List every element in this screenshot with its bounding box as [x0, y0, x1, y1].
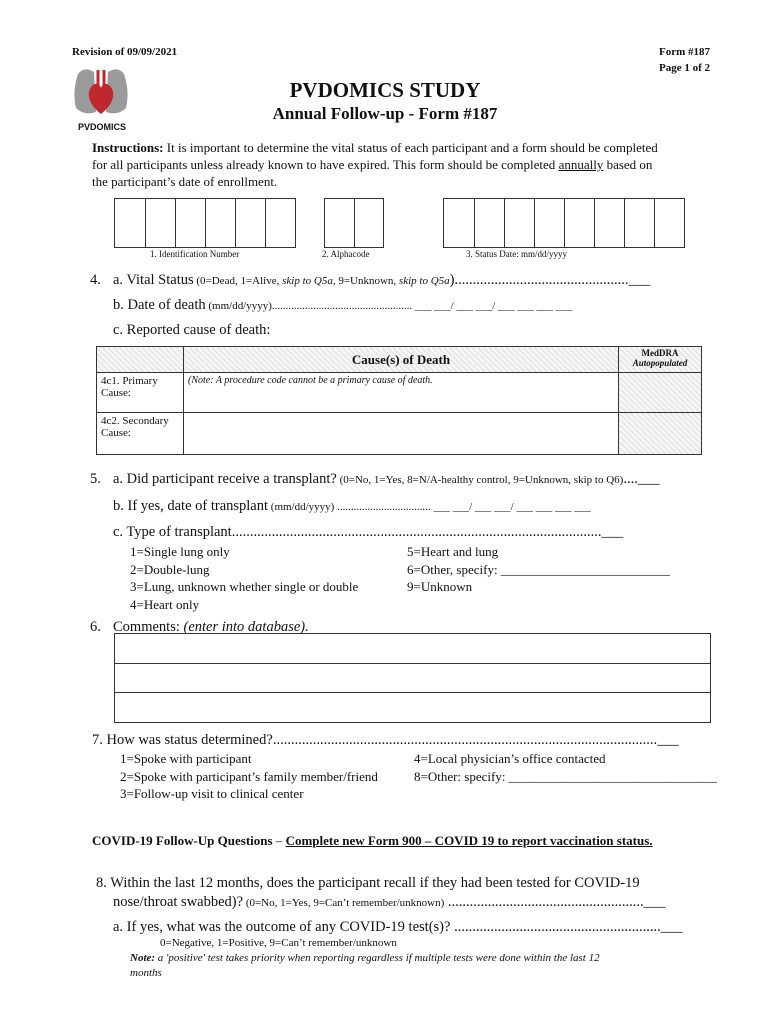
page-number: Page 1 of 2	[658, 62, 710, 74]
alphacode-label: 2. Alphacode	[322, 249, 370, 259]
status-date-field[interactable]	[443, 198, 685, 248]
q5c-option: 1=Single lung only	[130, 544, 230, 559]
page-subtitle: Annual Follow-up - Form #187	[272, 104, 498, 123]
covid-title: COVID-19 Follow-Up Questions	[92, 833, 273, 848]
q8-line-1: 8. Within the last 12 months, does the participant recall if they had been tested for COVID-19	[96, 875, 640, 891]
cause-of-death-table	[96, 346, 702, 455]
q7-options-left	[120, 750, 378, 803]
instructions	[92, 139, 712, 190]
q5c-option: 6=Other, specify: __________________________	[407, 561, 670, 577]
q6-label: Comments:	[113, 619, 184, 635]
instructions-text-2: for all participants unless already known to have expired. This form should be completed	[92, 157, 559, 172]
q8-note-text-2: months	[130, 967, 162, 979]
q4a-opts: (0=Dead, 1=Alive,	[193, 275, 283, 287]
q4c-label: c. Reported cause of death:	[113, 322, 271, 338]
q5b-label: b. If yes, date of transplant	[113, 498, 269, 514]
instructions-label: Instructions:	[92, 140, 164, 155]
q7-option: 4=Local physician’s office contacted	[414, 751, 606, 766]
q5a-opts: (0=No, 1=Yes, 8=N/A-healthy control, 9=Unknown, skip to Q6)	[336, 474, 624, 486]
page-title: PVDOMICS STUDY	[289, 78, 481, 102]
id-number-field[interactable]	[114, 198, 296, 248]
q4a-skip-2: skip to Q5a	[398, 275, 450, 287]
meddra-sublabel: Autopopulated	[632, 358, 688, 368]
covid-heading	[92, 833, 653, 849]
q8-note-text: a 'positive' test takes priority when reporting regardless if multiple tests were done within the last 12	[155, 952, 600, 964]
covid-form-900-link[interactable]: Complete new Form 900 – COVID 19 to report vaccination status.	[285, 833, 653, 848]
q4a-opts-2: , 9=Unknown,	[332, 275, 399, 287]
cause-header: Cause(s) of Death	[184, 347, 619, 373]
q8-note	[130, 951, 690, 981]
q5c-option: 2=Double-lung	[130, 561, 210, 577]
q5c-label: c. Type of transplant	[113, 524, 232, 540]
q5c-option: 3=Lung, unknown whether single or double	[130, 579, 359, 594]
primary-meddra-cell	[619, 373, 702, 413]
instructions-text-3: the participant’s date of enrollment.	[92, 174, 278, 189]
q4a-end: )................................................___	[449, 272, 651, 288]
q8a-outcome[interactable]	[113, 919, 682, 936]
form-number: Form #187	[658, 46, 710, 58]
q4-number: 4.	[90, 272, 101, 288]
q5c-options-left	[130, 543, 358, 613]
q5c-option: 9=Unknown	[407, 579, 473, 594]
instructions-annually: annually	[558, 157, 604, 172]
q5-number: 5.	[90, 471, 101, 487]
q8a-options: 0=Negative, 1=Positive, 9=Can’t remember/unknown	[160, 937, 397, 949]
q8-end: ......................................................___	[444, 894, 666, 910]
q5c-option: 5=Heart and lung	[407, 544, 499, 559]
primary-cause-input[interactable]	[184, 373, 619, 413]
meddra-header	[619, 347, 702, 373]
secondary-meddra-cell	[619, 413, 702, 455]
q7-options-right	[414, 750, 717, 785]
q8a-label: a. If yes, what was the outcome of any COVID-19 test(s)?	[113, 919, 451, 935]
q7-option: 2=Spoke with participant’s family member/friend	[120, 768, 378, 784]
q8-tested[interactable]	[113, 894, 665, 911]
q4b-label: b. Date of death	[113, 297, 206, 313]
q4a-label: a. Vital Status	[113, 272, 194, 288]
status-date-label: 3. Status Date: mm/dd/yyyy	[466, 249, 567, 259]
q5b-transplant-date[interactable]	[113, 498, 591, 515]
q4a-skip-1: skip to Q5a	[282, 275, 333, 287]
q5c-options-right	[407, 543, 670, 596]
q7-label: 7. How was status determined?	[92, 732, 273, 748]
q5c-option: 4=Heart only	[130, 596, 200, 612]
q8-note-label: Note:	[130, 952, 156, 964]
q7-end: ..........................................................................................................___	[272, 732, 679, 748]
procedure-note: (Note: A procedure code cannot be a primary cause of death.	[188, 375, 433, 386]
comments-box[interactable]	[114, 633, 711, 723]
q5c-type[interactable]	[113, 524, 623, 541]
q5c-end: ......................................................................................................___	[231, 524, 624, 540]
meddra-label: MedDRA	[641, 348, 679, 358]
q5a-transplant[interactable]	[113, 471, 660, 488]
q4a-vital-status[interactable]	[113, 272, 650, 289]
q8a-end: .........................................................___	[450, 919, 683, 935]
q8-opts: (0=No, 1=Yes, 9=Can’t remember/unknown)	[243, 897, 445, 909]
q6-hint: (enter into database).	[183, 619, 309, 635]
q5a-end: ....___	[623, 471, 660, 487]
secondary-cause-label: 4c2. Secondary Cause:	[97, 413, 184, 455]
alphacode-field[interactable]	[324, 198, 384, 248]
q5b-rest: (mm/dd/yyyy) .................................. ___ ___/ ___ ___/ ___ ___ ___ ___	[268, 501, 591, 513]
id-number-label: 1. Identification Number	[150, 249, 240, 259]
covid-dash: –	[272, 833, 286, 848]
q4b-rest: (mm/dd/yyyy)................................................... ___ ___/ ___ ___/ ___ ___ ___ ___	[205, 300, 573, 312]
instructions-text-1: It is important to determine the vital status of each participant and a form should be completed	[163, 140, 658, 155]
q7-status-determined[interactable]	[92, 732, 679, 749]
revision-date: Revision of 09/09/2021	[72, 46, 178, 58]
q5a-label: a. Did participant receive a transplant?	[113, 471, 337, 487]
primary-cause-label: 4c1. Primary Cause:	[97, 373, 184, 413]
q7-option: 3=Follow-up visit to clinical center	[120, 786, 304, 801]
instructions-text-2-end: based on	[603, 157, 653, 172]
secondary-cause-input[interactable]	[184, 413, 619, 455]
q6-number: 6.	[90, 619, 101, 635]
logo-text: PVDOMICS	[78, 122, 127, 132]
q8-line-2: nose/throat swabbed)?	[113, 894, 244, 910]
q7-option: 8=Other: specify: ________________________________	[414, 768, 717, 784]
q4b-date-of-death[interactable]	[113, 297, 572, 314]
q7-option: 1=Spoke with participant	[120, 751, 252, 766]
